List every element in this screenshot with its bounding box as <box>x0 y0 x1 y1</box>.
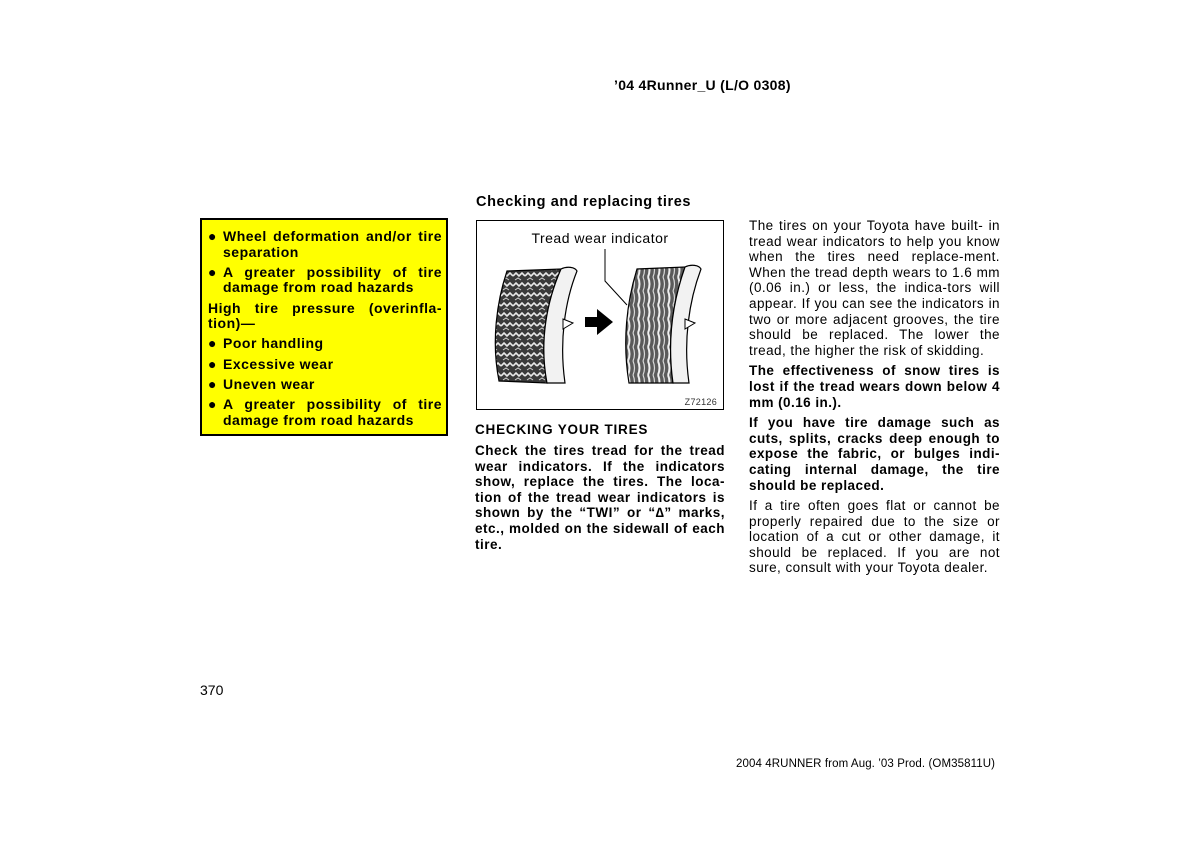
figure-code: Z72126 <box>684 397 717 407</box>
right-column <box>749 218 1000 581</box>
tread-wear-figure <box>476 220 724 410</box>
section-title: Checking and replacing tires <box>476 194 692 210</box>
checking-heading: CHECKING YOUR TIRES <box>475 422 649 437</box>
warning-item-text: Wheel deformation and/or tire separation <box>223 228 442 260</box>
bullet-icon: ● <box>208 395 217 412</box>
bullet-icon: ● <box>208 355 217 372</box>
warning-item <box>208 397 442 428</box>
warning-item-text: Uneven wear <box>223 375 315 392</box>
new-tire-drawing <box>495 267 577 383</box>
tire-illustration <box>477 221 725 411</box>
worn-tire-drawing <box>626 265 701 383</box>
document-code: ’04 4Runner_U (L/O 0308) <box>614 77 791 93</box>
warning-item <box>208 357 442 373</box>
paragraph-tire-damage: If you have tire damage such as cuts, splits, cracks deep enough to expose the fabric, or bulges indi-cating internal damage, the tire should be replaced. <box>749 415 1000 493</box>
leader-line <box>605 249 627 305</box>
paragraph-tread-indicators: The tires on your Toyota have built- in tread wear indicators to help you know when the tires need replace-ment. When the tread depth wears to 1.6 mm (0.06 in.) or less, the indica-tors will appear. If you can see the indicators in two or more adjacent grooves, the tire should be replaced. The lower the tread, the higher the risk of skidding. <box>749 218 1000 358</box>
footer-text: 2004 4RUNNER from Aug. ’03 Prod. (OM35811U) <box>736 758 996 770</box>
warning-item-text: A greater possibility of tire damage from road hazards <box>223 263 442 296</box>
bullet-icon: ● <box>208 263 217 280</box>
high-pressure-heading: High tire pressure (overinfla-tion)— <box>208 299 442 332</box>
checking-body: Check the tires tread for the tread wear indicators. If the indicators show, replace the tires. The loca-tion of the tread wear indicators is shown by the “TWI” or “∆” marks, etc., molded on the sidewall of each tire. <box>475 443 725 552</box>
arrow-right-icon <box>585 309 613 335</box>
page-number: 370 <box>200 682 224 698</box>
bullet-icon: ● <box>208 375 217 392</box>
warning-item <box>208 377 442 393</box>
warning-item-text: A greater possibility of tire damage from road hazards <box>223 395 442 428</box>
paragraph-snow-tires: The effectiveness of snow tires is lost if the tread wears down below 4 mm (0.16 in.). <box>749 363 1000 410</box>
figure-label: Tread wear indicator <box>531 230 669 246</box>
warning-item-text: Excessive wear <box>223 355 334 372</box>
bullet-icon: ● <box>208 228 217 244</box>
paragraph-flat-tire: If a tire often goes flat or cannot be properly repaired due to the size or location of a cut or other damage, it should be replaced. If you are not sure, consult with your Toyota dealer. <box>749 498 1000 576</box>
warning-item-text: Poor handling <box>223 335 324 352</box>
warning-item <box>208 336 442 352</box>
warning-box <box>200 218 448 436</box>
warning-item <box>208 265 442 296</box>
warning-item <box>208 229 442 260</box>
bullet-icon: ● <box>208 335 217 352</box>
